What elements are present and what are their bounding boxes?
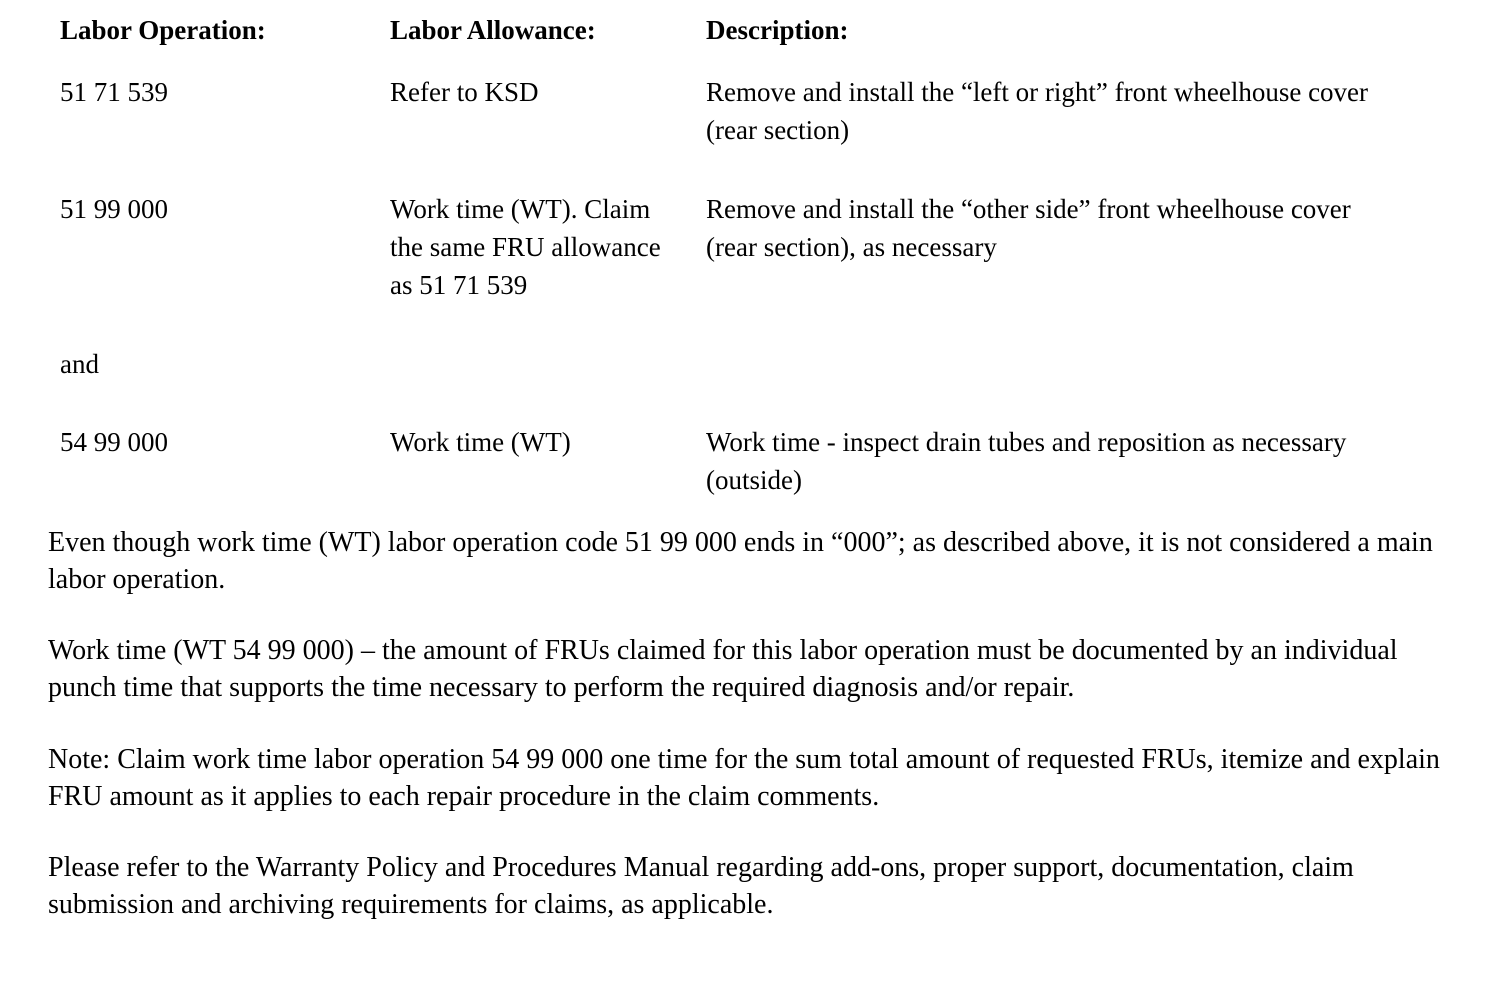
connector-spacer-allowance	[376, 345, 692, 423]
cell-labor-operation: 51 71 539	[60, 76, 168, 107]
paragraph-punch-time: Work time (WT 54 99 000) – the amount of FRUs claimed for this labor operation must be documented by an individual punch time that supports the time necessary to perform the required diagnosis and/or repair.	[48, 635, 1398, 704]
cell-description: Remove and install the “left or right” front wheelhouse cover (rear section)	[706, 76, 1369, 146]
labor-operations-table	[46, 14, 1416, 518]
paragraph-claim-note: Note: Claim work time labor operation 54 99 000 one time for the sum total amount of requested FRUs, itemize and explain FRU amount as it applies to each repair procedure in the claim comments.	[48, 743, 1440, 812]
cell-labor-allowance: Refer to KSD	[390, 76, 539, 107]
table-row	[46, 73, 1416, 190]
cell-labor-allowance: Work time (WT)	[390, 426, 571, 457]
cell-labor-operation: 51 99 000	[60, 193, 168, 224]
table-header-row	[46, 14, 1416, 73]
table-row	[46, 423, 1416, 518]
cell-labor-operation: 54 99 000	[60, 426, 168, 457]
connector-spacer-description	[692, 345, 1416, 423]
table-row	[46, 190, 1416, 345]
connector-label: and	[60, 348, 99, 379]
paragraph-warranty-manual: Please refer to the Warranty Policy and Procedures Manual regarding add-ons, proper support, documentation, claim submission and archiving requirements for claims, as applicable.	[48, 851, 1354, 921]
cell-description: Remove and install the “other side” front wheelhouse cover (rear section), as necessary	[706, 193, 1351, 262]
column-header-labor-allowance: Labor Allowance:	[390, 15, 596, 45]
table-connector-row	[46, 345, 1416, 423]
paragraph-work-time-note: Even though work time (WT) labor operation code 51 99 000 ends in “000”; as described above, it is not considered a main labor operation.	[48, 526, 1433, 595]
cell-description: Work time - inspect drain tubes and reposition as necessary (outside)	[706, 426, 1347, 496]
column-header-description: Description:	[706, 15, 849, 45]
cell-labor-allowance: Work time (WT). Claim the same FRU allowance as 51 71 539	[390, 193, 661, 301]
column-header-labor-operation: Labor Operation:	[60, 15, 266, 45]
